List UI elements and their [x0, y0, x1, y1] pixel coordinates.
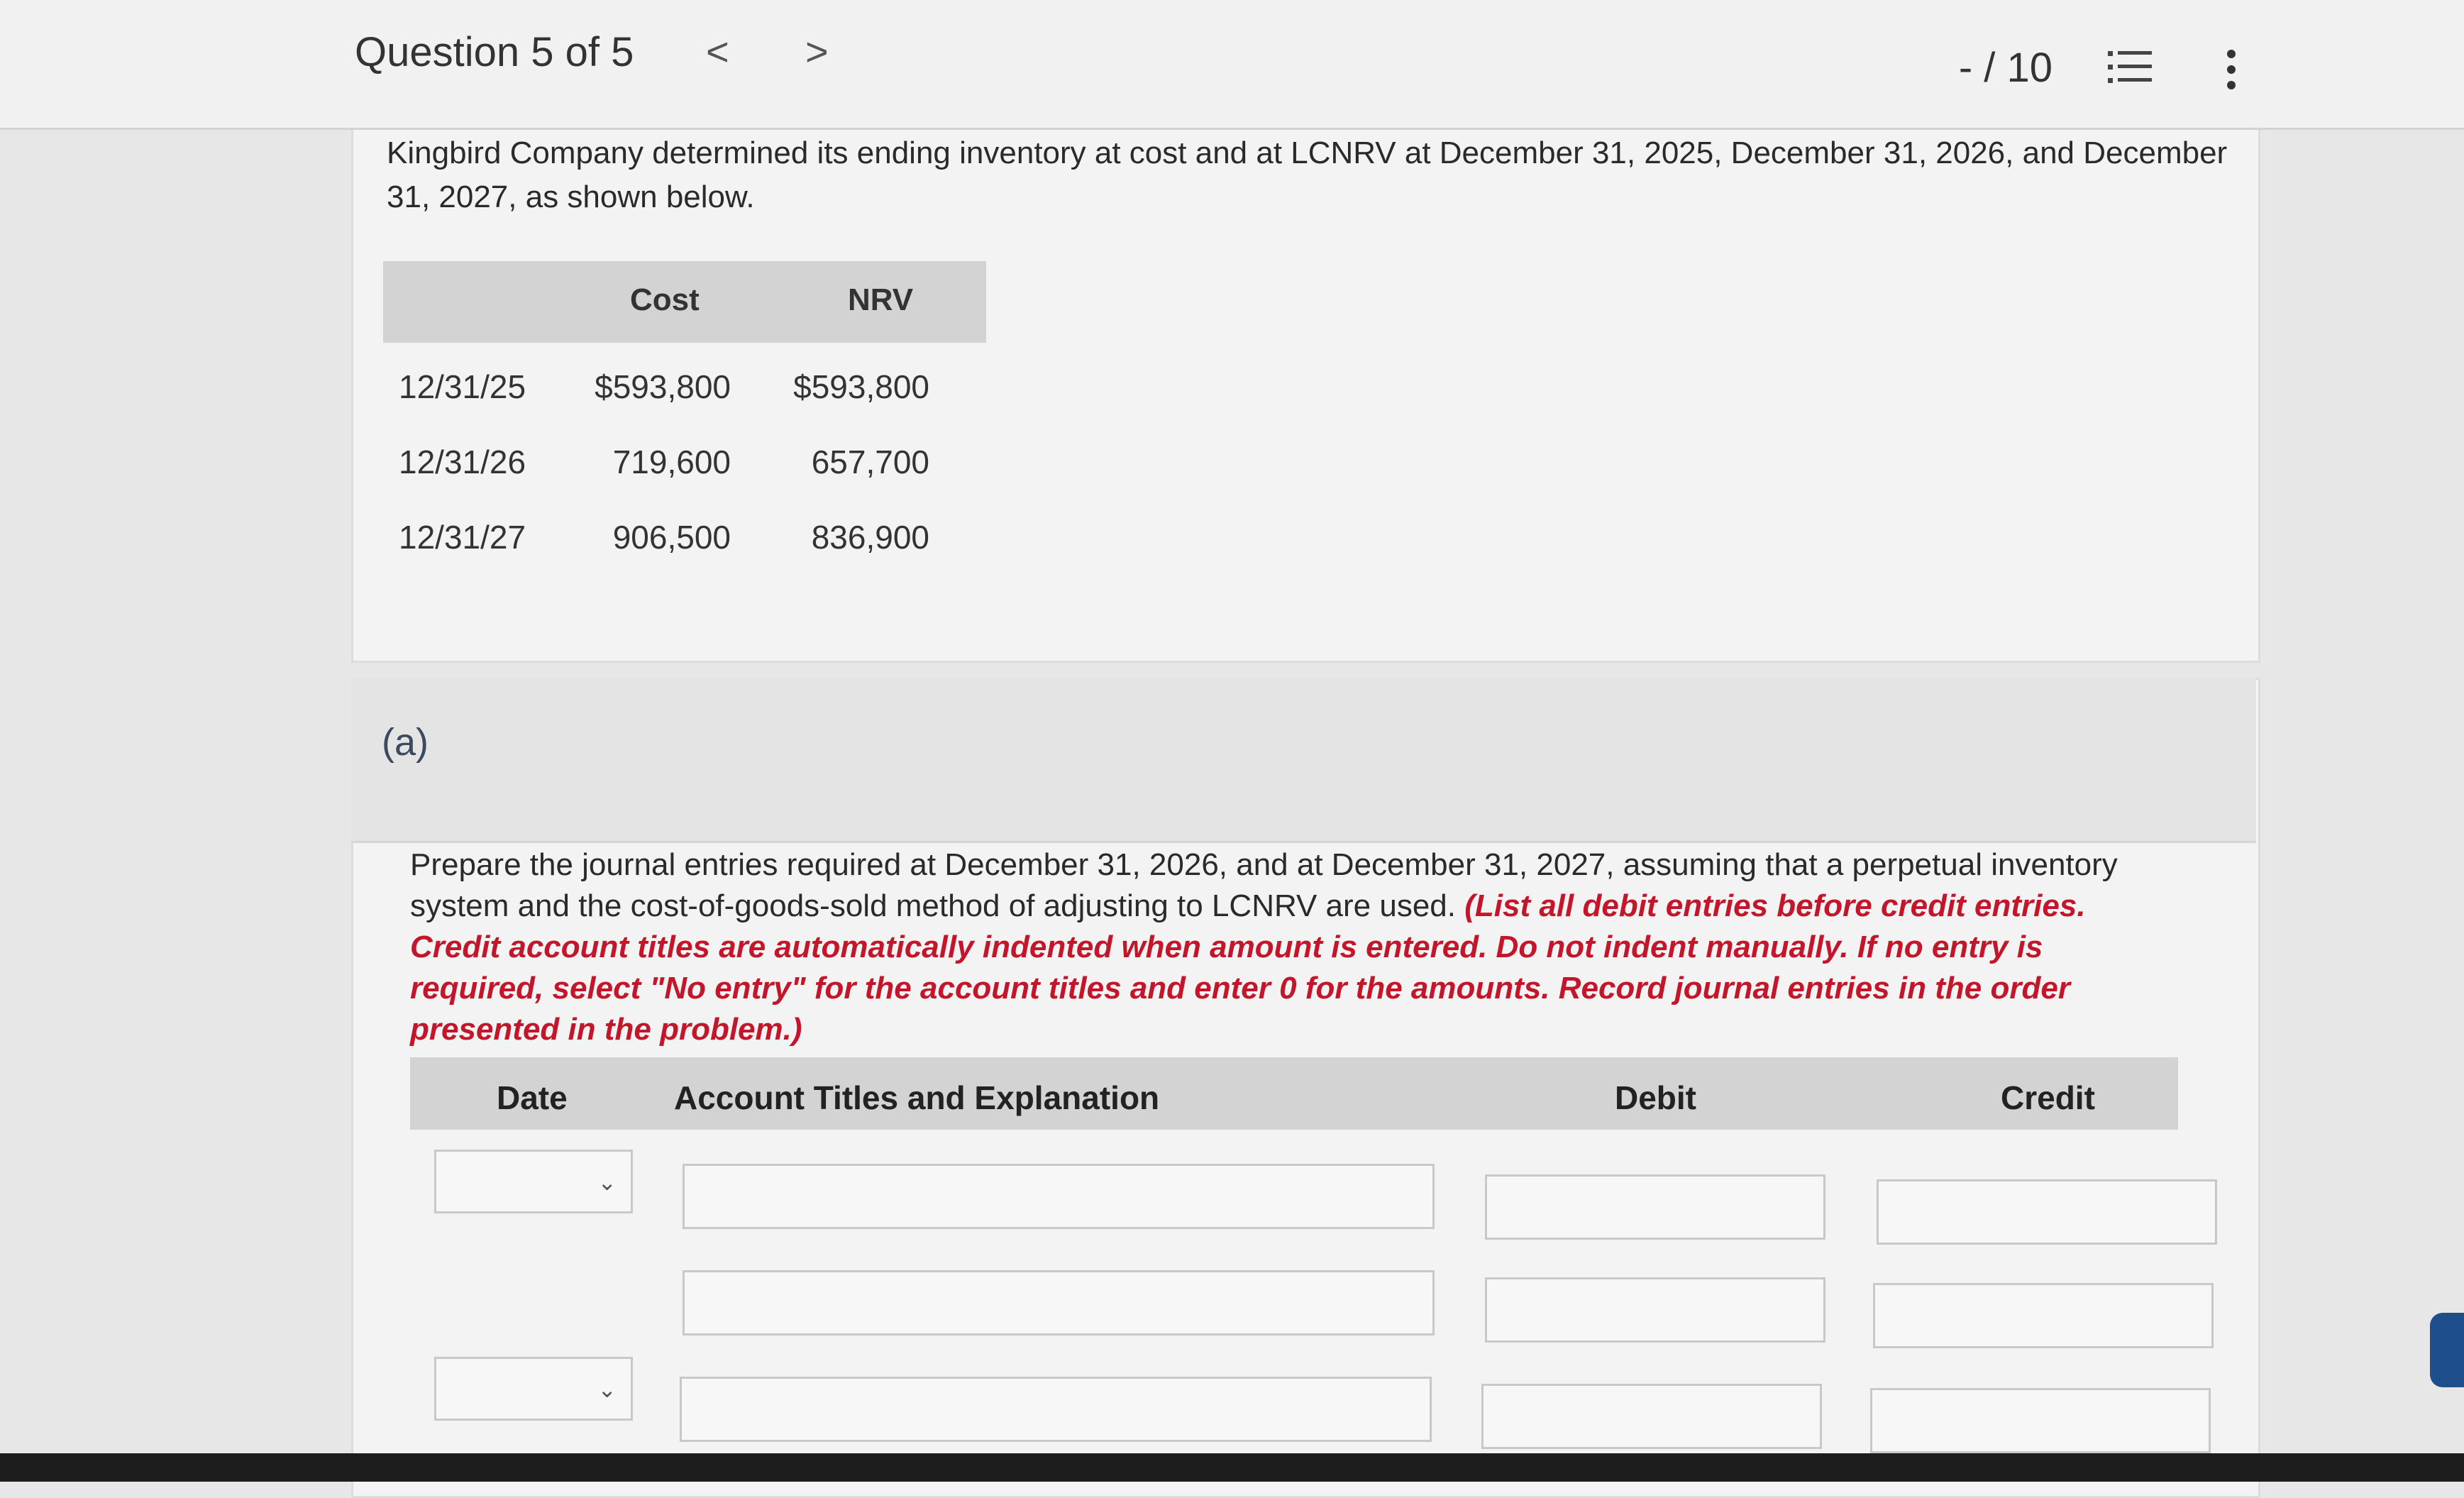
header-nrv: NRV [848, 282, 914, 317]
header-debit: Debit [1615, 1079, 1696, 1116]
date-select[interactable] [434, 1150, 633, 1213]
question-header [0, 0, 2464, 130]
side-panel-tab[interactable] [2430, 1313, 2464, 1387]
debit-input[interactable] [1485, 1174, 1825, 1240]
header-credit: Credit [2001, 1079, 2095, 1116]
chevron-down-icon: ⌄ [597, 1169, 617, 1195]
debit-input[interactable] [1485, 1277, 1825, 1343]
row-nrv: $593,800 [793, 368, 929, 405]
credit-input[interactable] [1877, 1179, 2217, 1245]
row-nrv: 657,700 [811, 444, 929, 480]
credit-input[interactable] [1870, 1388, 2211, 1453]
row-cost: 906,500 [612, 519, 731, 556]
question-counter: Question 5 of 5 [355, 29, 634, 75]
instructions-emphasis: (List all debit entries before credit entries. Credit account titles are automatically indented when amount is entered. Do not indent manually. If no entry is required, select "No entry" for the account titles and enter 0 for the amounts. Record journal entries in the order presented in the problem.) [410, 888, 2086, 1047]
table-row [383, 423, 986, 494]
instructions-text: Prepare the journal entries required at December 31, 2026, and at December 31, 2027, assuming that a perpetual inventory system and the cost-of-goods-sold method of adjusting to LCNRV are used. [410, 847, 2118, 923]
table-row [383, 498, 986, 569]
part-label: (a) [382, 721, 429, 764]
inventory-table-header [383, 261, 986, 343]
debit-input[interactable] [1481, 1384, 1822, 1449]
table-row [383, 348, 986, 419]
header-account-titles: Account Titles and Explanation [674, 1079, 1160, 1116]
row-date: 12/31/26 [399, 444, 526, 480]
journal-table-header [410, 1057, 2178, 1130]
header-cost: Cost [630, 282, 700, 317]
screen-bottom-edge [0, 1453, 2464, 1482]
chevron-down-icon: ⌄ [597, 1377, 617, 1402]
credit-input[interactable] [1873, 1283, 2214, 1348]
problem-intro: Kingbird Company determined its ending inventory at cost and at LCNRV at December 31, 2025, December 31, 2026, and December 31, 2027, as shown below. [387, 136, 2228, 214]
date-select[interactable] [434, 1357, 633, 1421]
score-display: - / 10 [1958, 45, 2053, 91]
previous-question-button[interactable]: < [706, 29, 729, 74]
account-title-input[interactable] [683, 1164, 1435, 1229]
question-list-icon[interactable] [2108, 51, 2152, 88]
account-title-input[interactable] [680, 1377, 1432, 1442]
next-question-button[interactable]: > [805, 29, 829, 74]
part-a-instructions [410, 844, 2184, 1050]
row-nrv: 836,900 [811, 519, 929, 556]
row-date: 12/31/25 [399, 368, 526, 405]
more-options-icon[interactable] [2227, 50, 2238, 97]
header-date: Date [497, 1079, 568, 1116]
row-cost: 719,600 [612, 444, 731, 480]
account-title-input[interactable] [683, 1270, 1435, 1335]
part-a-header [351, 678, 2256, 843]
row-cost: $593,800 [595, 368, 731, 405]
row-date: 12/31/27 [399, 519, 526, 556]
